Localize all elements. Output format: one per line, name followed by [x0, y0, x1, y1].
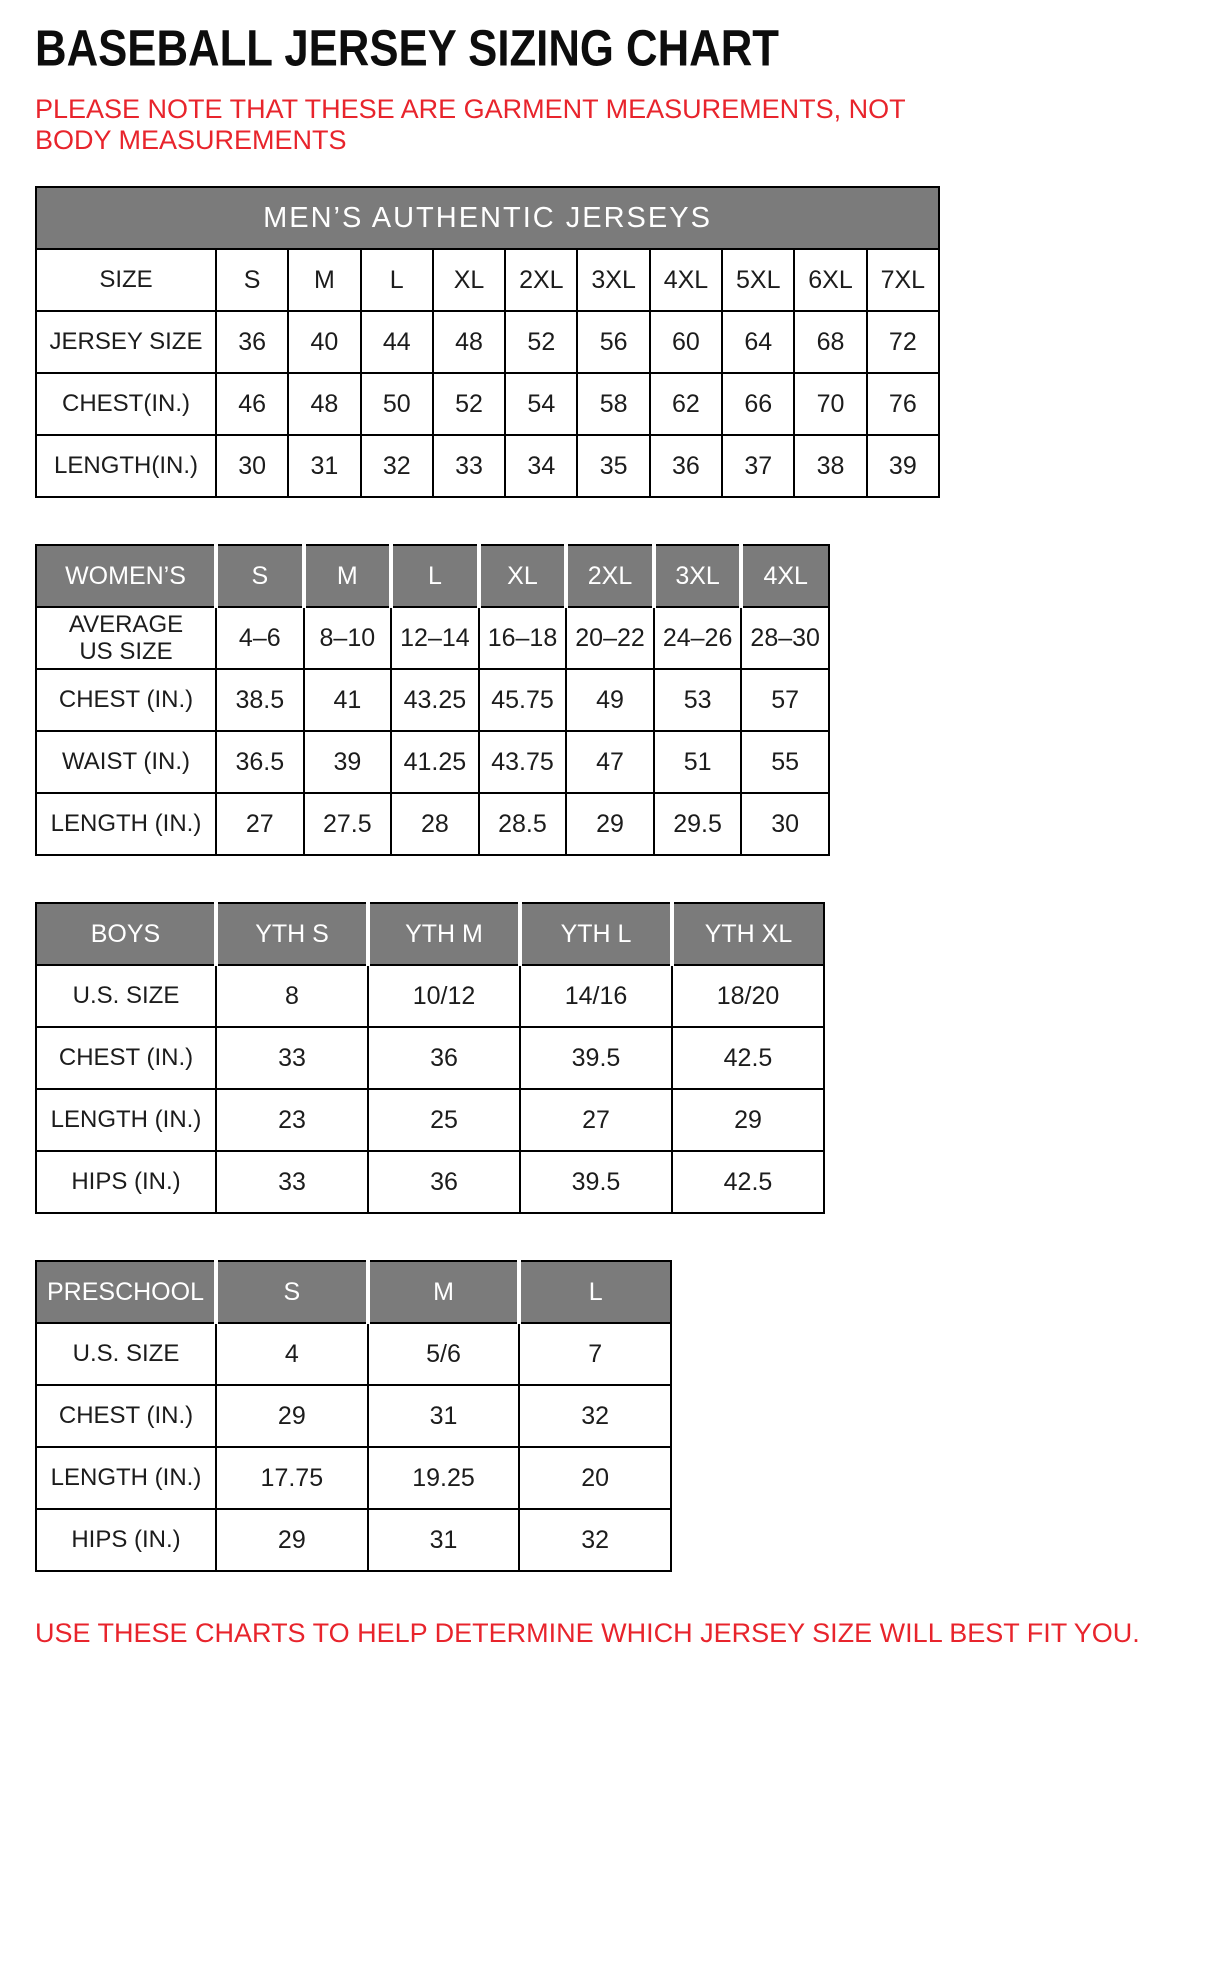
table-cell: 16–18 — [479, 607, 567, 669]
row-label: HIPS (IN.) — [36, 1151, 216, 1213]
table-cell: 42.5 — [672, 1027, 824, 1089]
table-cell: 55 — [741, 731, 829, 793]
row-label: CHEST (IN.) — [36, 1027, 216, 1089]
table-cell: 29 — [216, 1509, 368, 1571]
table-cell: 10/12 — [368, 965, 520, 1027]
table-cell: 56 — [577, 311, 649, 373]
table-cell: 20 — [519, 1447, 671, 1509]
row-label: U.S. SIZE — [36, 965, 216, 1027]
title-wrap — [35, 18, 1180, 88]
table-row — [36, 793, 829, 855]
table-row — [36, 545, 829, 607]
table-cell: 72 — [867, 311, 939, 373]
table-row — [36, 249, 939, 311]
table-cell: 20–22 — [566, 607, 654, 669]
table-cell: 2XL — [505, 249, 577, 311]
table-cell: 30 — [216, 435, 288, 497]
row-label: AVERAGE US SIZE — [36, 607, 216, 669]
table-cell: 66 — [722, 373, 794, 435]
table-cell: 35 — [577, 435, 649, 497]
table-cell: 29.5 — [654, 793, 742, 855]
table-cell: 46 — [216, 373, 288, 435]
table-cell: 52 — [505, 311, 577, 373]
table-cell: 7 — [519, 1323, 671, 1385]
table-cell: 44 — [361, 311, 433, 373]
table-cell: 29 — [216, 1385, 368, 1447]
table-cell: 54 — [505, 373, 577, 435]
table-cell: 48 — [433, 311, 505, 373]
mens-table-title: MEN’S AUTHENTIC JERSEYS — [36, 187, 939, 249]
table-cell: 48 — [288, 373, 360, 435]
table-cell: 12–14 — [391, 607, 479, 669]
table-row — [36, 373, 939, 435]
row-label: HIPS (IN.) — [36, 1509, 216, 1571]
table-cell: 31 — [368, 1385, 520, 1447]
size-header: M — [368, 1261, 520, 1323]
table-row — [36, 1447, 671, 1509]
table-cell: 51 — [654, 731, 742, 793]
table-cell: 17.75 — [216, 1447, 368, 1509]
womens-table-header: WOMEN’S — [36, 545, 216, 607]
table-cell: 28 — [391, 793, 479, 855]
table-cell: 38.5 — [216, 669, 304, 731]
table-cell: 18/20 — [672, 965, 824, 1027]
row-label: LENGTH (IN.) — [36, 793, 216, 855]
size-header: YTH L — [520, 903, 672, 965]
table-row — [36, 311, 939, 373]
table-cell: 8 — [216, 965, 368, 1027]
table-cell: L — [361, 249, 433, 311]
note-text: PLEASE NOTE THAT THESE ARE GARMENT MEASUREMENTS, NOT BODY MEASUREMENTS — [35, 94, 906, 156]
size-header: L — [519, 1261, 671, 1323]
table-row — [36, 965, 824, 1027]
table-cell: 28–30 — [741, 607, 829, 669]
table-cell: 41.25 — [391, 731, 479, 793]
table-cell: 70 — [794, 373, 866, 435]
table-cell: 3XL — [577, 249, 649, 311]
table-cell: 27.5 — [304, 793, 392, 855]
table-cell: 4–6 — [216, 607, 304, 669]
table-cell: 39.5 — [520, 1151, 672, 1213]
row-label: CHEST(IN.) — [36, 373, 216, 435]
size-header: S — [216, 545, 304, 607]
table-cell: 33 — [433, 435, 505, 497]
table-cell: 76 — [867, 373, 939, 435]
table-cell: 52 — [433, 373, 505, 435]
row-label: CHEST (IN.) — [36, 669, 216, 731]
table-cell: 29 — [672, 1089, 824, 1151]
table-cell: 32 — [361, 435, 433, 497]
table-cell: 19.25 — [368, 1447, 520, 1509]
table-row — [36, 669, 829, 731]
size-header: YTH M — [368, 903, 520, 965]
boys-table-header: BOYS — [36, 903, 216, 965]
table-row — [36, 1385, 671, 1447]
table-cell: S — [216, 249, 288, 311]
table-row — [36, 1027, 824, 1089]
table-cell: 31 — [288, 435, 360, 497]
preschool-table — [35, 1260, 672, 1572]
table-row — [36, 1509, 671, 1571]
table-cell: 39 — [867, 435, 939, 497]
size-header: 2XL — [566, 545, 654, 607]
preschool-table-header: PRESCHOOL — [36, 1261, 216, 1323]
table-cell: 43.25 — [391, 669, 479, 731]
size-header: S — [216, 1261, 368, 1323]
boys-table — [35, 902, 825, 1214]
table-cell: 28.5 — [479, 793, 567, 855]
table-cell: 14/16 — [520, 965, 672, 1027]
table-cell: 64 — [722, 311, 794, 373]
size-header: 3XL — [654, 545, 742, 607]
table-cell: XL — [433, 249, 505, 311]
table-cell: 36 — [368, 1151, 520, 1213]
table-row — [36, 607, 829, 669]
table-cell: 57 — [741, 669, 829, 731]
size-header: L — [391, 545, 479, 607]
table-cell: 24–26 — [654, 607, 742, 669]
size-header: XL — [479, 545, 567, 607]
row-label: JERSEY SIZE — [36, 311, 216, 373]
table-cell: 45.75 — [479, 669, 567, 731]
row-label: U.S. SIZE — [36, 1323, 216, 1385]
table-cell: 62 — [650, 373, 722, 435]
table-row — [36, 1323, 671, 1385]
table-cell: 38 — [794, 435, 866, 497]
table-cell: 31 — [368, 1509, 520, 1571]
table-row — [36, 435, 939, 497]
size-header: 4XL — [741, 545, 829, 607]
table-cell: 7XL — [867, 249, 939, 311]
table-cell: 6XL — [794, 249, 866, 311]
table-row — [36, 1089, 824, 1151]
table-cell: 25 — [368, 1089, 520, 1151]
table-cell: 68 — [794, 311, 866, 373]
table-cell: 60 — [650, 311, 722, 373]
row-label: LENGTH (IN.) — [36, 1089, 216, 1151]
table-cell: 36 — [368, 1027, 520, 1089]
table-cell: 47 — [566, 731, 654, 793]
table-cell: 32 — [519, 1385, 671, 1447]
row-label: WAIST (IN.) — [36, 731, 216, 793]
table-cell: 33 — [216, 1151, 368, 1213]
table-cell: 5XL — [722, 249, 794, 311]
footer-text: USE THESE CHARTS TO HELP DETERMINE WHICH JERSEY SIZE WILL BEST FIT YOU. — [35, 1618, 1140, 1649]
table-cell: 37 — [722, 435, 794, 497]
table-cell: 40 — [288, 311, 360, 373]
table-cell: 34 — [505, 435, 577, 497]
table-cell: 36 — [216, 311, 288, 373]
table-row — [36, 1151, 824, 1213]
table-cell: 27 — [520, 1089, 672, 1151]
row-label: LENGTH(IN.) — [36, 435, 216, 497]
womens-table — [35, 544, 830, 856]
table-cell: 58 — [577, 373, 649, 435]
table-cell: 32 — [519, 1509, 671, 1571]
table-row — [36, 903, 824, 965]
table-cell: 23 — [216, 1089, 368, 1151]
table-row — [36, 1261, 671, 1323]
table-cell: 49 — [566, 669, 654, 731]
table-cell: 42.5 — [672, 1151, 824, 1213]
table-row — [36, 187, 939, 249]
table-cell: 53 — [654, 669, 742, 731]
page-title: BASEBALL JERSEY SIZING CHART — [35, 19, 779, 77]
row-label: LENGTH (IN.) — [36, 1447, 216, 1509]
row-label: SIZE — [36, 249, 216, 311]
table-cell: 5/6 — [368, 1323, 520, 1385]
table-cell: 39.5 — [520, 1027, 672, 1089]
table-cell: 36.5 — [216, 731, 304, 793]
mens-table — [35, 186, 940, 498]
table-cell: 39 — [304, 731, 392, 793]
table-cell: 27 — [216, 793, 304, 855]
table-cell: 41 — [304, 669, 392, 731]
table-row — [36, 731, 829, 793]
table-cell: 4XL — [650, 249, 722, 311]
table-cell: 29 — [566, 793, 654, 855]
table-cell: 36 — [650, 435, 722, 497]
table-cell: 30 — [741, 793, 829, 855]
table-cell: 43.75 — [479, 731, 567, 793]
row-label: CHEST (IN.) — [36, 1385, 216, 1447]
size-header: M — [304, 545, 392, 607]
table-cell: 8–10 — [304, 607, 392, 669]
size-header: YTH S — [216, 903, 368, 965]
table-cell: 33 — [216, 1027, 368, 1089]
size-header: YTH XL — [672, 903, 824, 965]
table-cell: M — [288, 249, 360, 311]
table-cell: 4 — [216, 1323, 368, 1385]
table-cell: 50 — [361, 373, 433, 435]
